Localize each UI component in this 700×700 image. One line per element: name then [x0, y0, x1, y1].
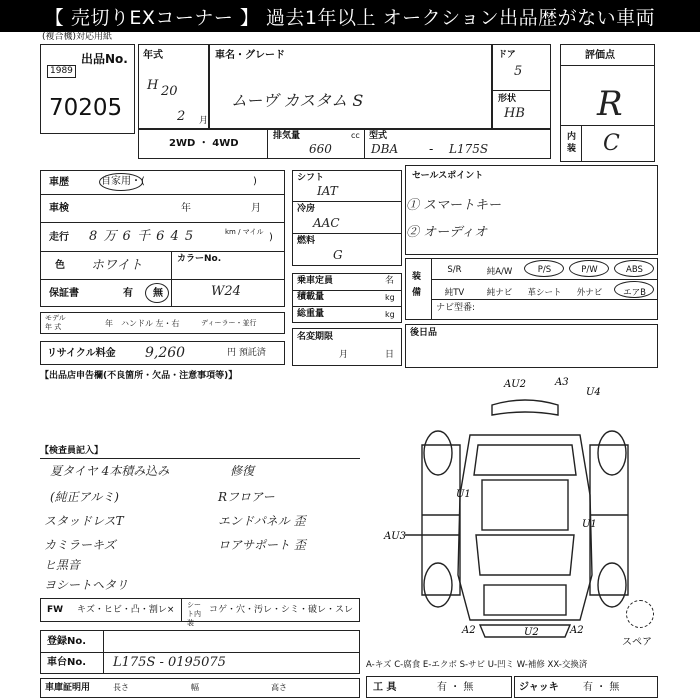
inspection-year-unit: 年 [181, 203, 191, 214]
spare-tire-icon [626, 600, 654, 628]
equipment-selected-circle [614, 260, 654, 277]
mark-bottom-1: A2 [462, 625, 476, 636]
mark-bottom-2: U2 [524, 627, 539, 638]
spec-row [138, 129, 551, 159]
inspector-note-r1: 修復 [230, 464, 255, 478]
year-month: 2 [177, 109, 186, 124]
inspector-note-4: カミラーキズ [44, 538, 116, 552]
equipment-row1-item-4: ABS [626, 265, 643, 275]
dealer-label: ディーラー・並行 [201, 319, 257, 327]
mark-top-2: A3 [555, 377, 569, 388]
inspector-note-r4: ロアサポート 歪 [218, 538, 306, 552]
type-label: 型式 [369, 131, 388, 141]
inspector-note-r2: Rフロアー [218, 490, 275, 504]
fuel-value: G [333, 248, 343, 262]
inspection-month-unit: 月 [251, 203, 261, 214]
mark-top-3: U4 [586, 387, 601, 398]
spare-label: スペア [622, 637, 652, 648]
year-month-unit: 月 [199, 116, 209, 126]
inspector-notes-area [40, 458, 360, 597]
displacement-value: 660 [309, 142, 332, 156]
inspector-note-6: ヨシートヘタリ [44, 578, 129, 592]
garage-cert-row [40, 678, 360, 698]
shape-label: 形状 [498, 94, 517, 104]
inspector-note-2: (純正アルミ) [50, 490, 119, 504]
chassis-no-label: 車台No. [47, 657, 87, 668]
shape-value: HB [504, 106, 525, 121]
recycle-row [40, 341, 285, 365]
mark-au3: AU3 [384, 531, 407, 542]
year-era: H [147, 78, 159, 93]
mileage-label: 走行 [49, 232, 69, 243]
model-year-label1: モデル [45, 314, 66, 322]
score-value: R [597, 84, 623, 124]
auction-banner [0, 0, 700, 32]
reg-no-label: 登録No. [47, 636, 87, 647]
lot-stamp: 1989 [47, 65, 76, 78]
damage-legend: A-キズ C-腐食 E-エクボ S-サビ U-凹ミ W-補修 XX-交換済 [366, 660, 588, 670]
history-value: 自家用・( [101, 176, 145, 187]
mark-right-1: U1 [582, 519, 597, 530]
vehicle-info-table [40, 170, 285, 307]
inspector-heading: 【検査員記入】 [40, 446, 104, 456]
model-label: 車名・グレード [215, 50, 285, 61]
aircon-value: AAC [313, 216, 340, 230]
type-dash: - [429, 142, 434, 156]
inspector-note-1: 夏タイヤ 4本積み込み [50, 464, 170, 478]
warranty-no-circle [145, 283, 169, 303]
equipment-row2-item-4: エアB [623, 288, 646, 298]
capacity-label: 乗車定員 [297, 276, 334, 286]
car-damage-diagram [384, 375, 650, 640]
type-value: L175S [449, 142, 489, 156]
registration-box [40, 630, 360, 674]
front-left-wheel [424, 563, 452, 607]
tools-yes-no: 有 ・ 無 [437, 682, 474, 693]
year-box [138, 44, 210, 129]
equipment-box [405, 258, 658, 320]
fw-label: FW [47, 605, 64, 615]
displacement-unit: cc [351, 131, 360, 140]
doors-value: 5 [514, 64, 523, 79]
warranty-label: 保証書 [49, 288, 79, 299]
lot-box [40, 44, 135, 134]
model-year-label2: 年 式 [45, 323, 62, 331]
year-label: 年式 [143, 50, 163, 61]
mark-bottom-3: A2 [570, 625, 584, 636]
rear-spoiler [492, 400, 558, 415]
aircon-label: 冷房 [297, 204, 316, 214]
model-year-unit: 年 [105, 319, 113, 328]
model-year-row [40, 312, 285, 334]
score-label: 評価点 [585, 50, 615, 61]
equipment-row2-item-2: 革シート [527, 288, 562, 298]
interior-label: 内装 [567, 132, 577, 154]
roof-panel [482, 480, 568, 530]
seller-note-heading: 【出品店申告欄(不良箇所・欠品・注意事項等)】 [40, 371, 238, 381]
inspector-note-5: ヒ黒音 [44, 558, 81, 572]
capacity-unit: 名 [385, 276, 395, 286]
tools-box [366, 676, 512, 698]
mileage-close: ) [269, 232, 273, 243]
equipment-row2-item-1: 純ナビ [486, 288, 513, 298]
warranty-no: 無 [153, 288, 163, 299]
navi-model-label: ナビ型番: [436, 303, 476, 313]
load-label: 積載量 [297, 292, 325, 302]
mark-top-1: AU2 [504, 379, 527, 390]
fuel-label: 燃料 [297, 236, 316, 246]
equipment-row1-item-3: P/W [581, 265, 598, 275]
fw-value: キズ・ヒビ・凸・割レ× [77, 605, 175, 615]
color-label: 色 [55, 260, 65, 271]
score-box [560, 44, 655, 162]
color-code-value: W24 [211, 284, 241, 299]
displacement-label: 排気量 [273, 131, 301, 141]
tools-label: 工 具 [373, 682, 397, 693]
equipment-label: 装備 [412, 272, 422, 298]
name-change-month: 月 [339, 350, 349, 360]
doors-label: ドア [498, 50, 516, 60]
equipment-row2-item-0: 純TV [444, 288, 465, 298]
after-items-box [405, 324, 658, 368]
equipment-row1-item-2: P/S [537, 265, 552, 275]
inspector-note-3: スタッドレスT [44, 514, 124, 528]
history-label: 車歴 [49, 177, 69, 188]
shift-value: IAT [317, 184, 338, 198]
capacity-box [292, 273, 402, 323]
drive-value: 2WD ・ 4WD [169, 138, 239, 149]
model-box [208, 44, 493, 129]
type-prefix: DBA [371, 142, 399, 156]
interior-value: C [603, 131, 620, 156]
inspection-label: 車検 [49, 203, 69, 214]
color-code-label: カラーNo. [177, 254, 222, 264]
history-close: ) [253, 176, 257, 187]
mileage-unit: km / マイル [225, 228, 264, 236]
mileage-value: 8 万 6 千 6 4 5 [89, 229, 195, 244]
name-change-box [292, 328, 402, 366]
rear-right-wheel [598, 431, 626, 475]
banner-text: 【 売切りEXコーナー 】 過去1年以上 オークション出品歴がない車両 [44, 6, 656, 29]
sales-points-label: セールスポイント [412, 171, 484, 181]
seat-value: コゲ・穴・汚レ・シミ・破レ・スレ [209, 605, 354, 615]
jack-yes-no: 有 ・ 無 [583, 682, 620, 693]
seat-label: シート内装 [187, 601, 201, 627]
equipment-selected-circle [614, 281, 654, 298]
car-body-outline [458, 435, 592, 620]
windshield [476, 535, 574, 575]
lot-label: 出品No. [81, 52, 128, 66]
name-change-label: 名変期限 [297, 332, 334, 342]
after-items-label: 後日品 [410, 328, 438, 338]
recycle-unit: 円 預託済 [227, 348, 266, 358]
garage-len: 長さ [113, 683, 129, 692]
hood-panel [484, 585, 566, 615]
handle-label: ハンドル 左・右 [121, 319, 180, 328]
mark-left-1: U1 [456, 489, 471, 500]
recycle-label: リサイクル料金 [47, 348, 116, 359]
door-box [491, 44, 551, 129]
jack-box [514, 676, 658, 698]
inspector-note-r3: エンドパネル 歪 [218, 514, 306, 528]
lot-number: 70205 [49, 95, 123, 121]
equipment-row1-item-0: S/R [447, 265, 462, 275]
equipment-row1-item-1: 純A/W [486, 267, 513, 277]
sales-points-box [405, 165, 658, 255]
chassis-no-value: L175S - 0195075 [113, 655, 226, 670]
sales-point-1: ① スマートキー [406, 198, 501, 213]
warranty-yes: 有 [123, 288, 133, 299]
garage-width: 幅 [191, 683, 199, 692]
private-use-circle [99, 173, 143, 191]
shift-label: シフト [297, 173, 325, 183]
jack-label: ジャッキ [519, 682, 559, 693]
name-change-day: 日 [385, 350, 395, 360]
garage-cert-label: 車庫証明用 [45, 683, 91, 693]
front-right-wheel [598, 563, 626, 607]
recycle-value: 9,260 [145, 345, 186, 361]
shift-box [292, 170, 402, 266]
sheet-subhead: (複合機)対応用紙 [42, 32, 113, 42]
equipment-selected-circle [569, 260, 609, 277]
rear-window [474, 445, 576, 475]
gross-unit: kg [385, 310, 395, 319]
load-unit: kg [385, 293, 395, 302]
equipment-selected-circle [524, 260, 564, 277]
sales-point-2: ② オーディオ [406, 225, 488, 240]
fw-row [40, 598, 360, 627]
model-value: ムーヴ カスタム S [231, 91, 364, 110]
equipment-row2-item-3: 外ナビ [576, 288, 603, 298]
rear-left-wheel [424, 431, 452, 475]
color-value: ホワイト [91, 258, 143, 273]
gross-label: 総重量 [297, 309, 325, 319]
year-value: 20 [161, 84, 178, 99]
garage-height: 高さ [271, 683, 287, 692]
